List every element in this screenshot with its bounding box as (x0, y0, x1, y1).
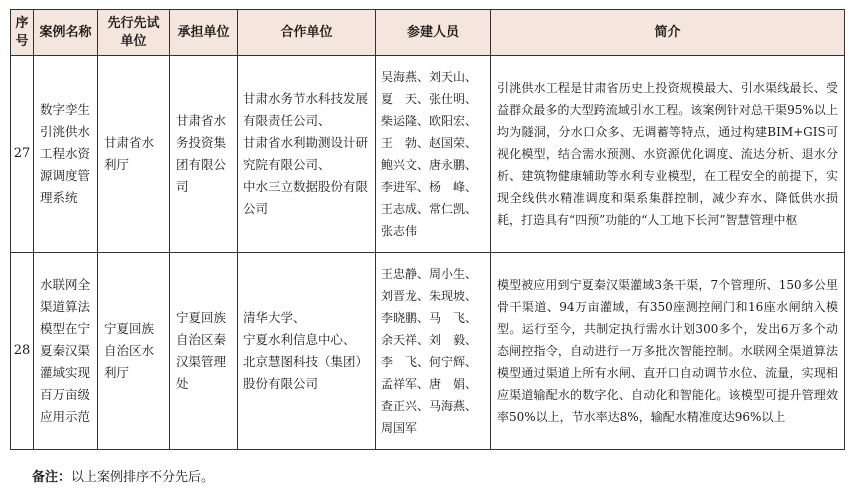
row-case-name: 水联网全渠道算法模型在宁夏秦汉渠灌域实现百万亩级应用示范 (34, 253, 98, 450)
row-num: 28 (11, 253, 34, 450)
row-undertaker: 甘肃省水务投资集团有限公司 (170, 56, 238, 253)
participant-line: 李进军、杨 峰、 (381, 180, 478, 194)
participant-line: 吴海燕、刘天山、 (381, 70, 478, 84)
partner-line: 北京慧图科技（集团）股份有限公司 (243, 354, 369, 391)
table-row (11, 253, 845, 450)
participant-line: 周国军 (381, 421, 418, 435)
partner-line: 中水三立数据股份有限公司 (243, 179, 369, 216)
header-participants: 参建人员 (376, 10, 491, 56)
participant-line: 孟祥军、唐 娟、 (381, 377, 478, 391)
header-num: 序号 (11, 10, 34, 56)
participant-line: 柴运隆、欧阳宏、 (381, 114, 478, 128)
table-row (11, 56, 845, 253)
header-undertaker: 承担单位 (170, 10, 238, 56)
table-header-row (11, 10, 845, 56)
participant-line: 余天祥、刘 毅、 (381, 333, 478, 347)
footnote (32, 466, 214, 485)
participant-line: 张志伟 (381, 224, 418, 238)
row-pilot-unit: 甘肃省水利厅 (98, 56, 170, 253)
row-num: 27 (11, 56, 34, 253)
participant-line: 刘晋龙、朱现坡、 (381, 289, 478, 303)
header-pilot: 先行先试单位 (98, 10, 170, 56)
header-partner: 合作单位 (238, 10, 376, 56)
partner-line: 宁夏水利信息中心、 (243, 332, 356, 347)
header-name: 案例名称 (34, 10, 98, 56)
participant-line: 王忠静、周小生、 (381, 267, 478, 281)
row-pilot-unit: 宁夏回族自治区水利厅 (98, 253, 170, 450)
participant-line: 李晓鹏、马 飞、 (381, 311, 478, 325)
header-summary: 简介 (491, 10, 845, 56)
row-participants (376, 253, 491, 450)
participant-line: 王志成、常仁凯、 (381, 202, 478, 216)
participant-line: 李 飞、何宁辉、 (381, 355, 478, 369)
participant-line: 查正兴、马海燕、 (381, 399, 478, 413)
row-partner (238, 253, 376, 450)
row-summary: 引洮供水工程是甘肃省历史上投资规模最大、引水渠线最长、受益群众最多的大型跨流域引水工程。该案例针对总干渠95%以上均为隧洞，分水口众多、无调蓄等特点，通过构建BIM+GIS可视化模型，结合需水预测、水资源优化调度、流达分析、退水分析、建筑物健康辅助等水利专业模型，在工程安全的前提下，实现全线供水精准调度和渠系集群控制，减少弃水、降低供水损耗，打造具有“四预”功能的“人工地下长河”智慧管理中枢 (491, 56, 845, 253)
case-table (10, 9, 845, 450)
partner-line: 清华大学、 (243, 310, 306, 325)
partner-line: 甘肃水务节水科技发展有限责任公司、 (243, 91, 369, 128)
partner-line: 甘肃省水利勘测设计研究院有限公司、 (243, 135, 369, 172)
participant-line: 鲍兴文、唐永鹏、 (381, 158, 478, 172)
participant-line: 王 勃、赵国荣、 (381, 136, 478, 150)
row-case-name: 数字孪生引洮供水工程水资源调度管理系统 (34, 56, 98, 253)
footnote-label: 备注： (32, 470, 72, 485)
row-undertaker: 宁夏回族自治区秦汉渠管理处 (170, 253, 238, 450)
row-summary: 模型被应用到宁夏秦汉渠灌域3条干渠，7个管理所、150多公里骨干渠道、94万亩灌域，有350座测控闸门和16座水闸纳入模型。运行至今，共制定执行需水计划300多个，发出6万多个动态闸控指令，自动进行一万多批次智能控制。水联网全渠道算法模型通过渠道上所有水闸、直开口自动调节水位、流量，实现相应渠道输配水的数字化、自动化和智能化。该模型可提升管理效率50%以上，节水率达8%，输配水精准度达96%以上 (491, 253, 845, 450)
row-partner (238, 56, 376, 253)
footnote-text: 以上案例排序不分先后。 (71, 470, 215, 485)
row-participants (376, 56, 491, 253)
participant-line: 夏 天、张仕明、 (381, 92, 478, 106)
